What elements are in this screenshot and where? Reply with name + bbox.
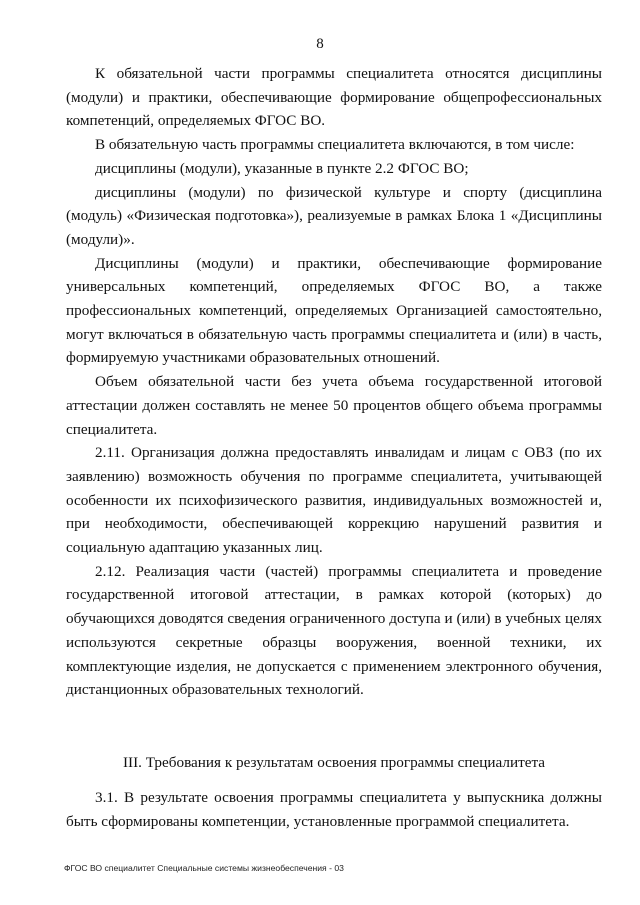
paragraph-mandatory-part: К обязательной части программы специалитета относятся дисциплины (модули) и практики, обеспечивающие формирование общепрофессиональных компетенций, определяемых ФГОС ВО. bbox=[66, 65, 602, 130]
paragraph-3-1: 3.1. В результате освоения программы специалитета у выпускника должны быть сформированы компетенции, установленные программой специалитета. bbox=[66, 789, 602, 830]
section-heading: III. Требования к результатам освоения программы специалитета bbox=[122, 754, 546, 771]
paragraph-universal-competencies: Дисциплины (модули) и практики, обеспечивающие формирование универсальных компетенций, определяемых ФГОС ВО, а также профессиональных компетенций, определяемых Организацией самостоятельно, могут включаться в обязательную часть программы специалитета и (или) в часть, формируемую участниками образовательных отношений. bbox=[66, 254, 602, 367]
document-body bbox=[66, 62, 602, 702]
page-footer: ФГОС ВО специалитет Специальные системы жизнеобеспечения - 03 bbox=[64, 863, 344, 873]
section-body bbox=[66, 786, 602, 833]
paragraph-physical-culture: дисциплины (модули) по физической культуре и спорту (дисциплина (модуль) «Физическая подготовка»), реализуемые в рамках Блока 1 «Дисциплины (модули)». bbox=[66, 183, 602, 248]
paragraph-2-11: 2.11. Организация должна предоставлять инвалидам и лицам с ОВЗ (по их заявлению) возможность обучения по программе специалитета, учитывающей особенности их психофизического развития, индивидуальных возможностей и, при необходимости, обеспечивающей коррекцию нарушений развития и социальную адаптацию указанных лиц. bbox=[66, 444, 602, 557]
page-number: 8 bbox=[316, 36, 324, 52]
paragraph-2-12: 2.12. Реализация части (частей) программы специалитета и проведение государственной итоговой аттестации, в рамках которой (которых) до обучающихся доводятся сведения ограниченного доступа и (или) в учебных целях используются секретные образцы вооружения, военной техники, их комплектующие изделия, не допускается с применением электронного обучения, дистанционных образовательных технологий. bbox=[66, 562, 602, 699]
paragraph-disciplines-2-2: дисциплины (модули), указанные в пункте 2.2 ФГОС ВО; bbox=[95, 159, 469, 177]
paragraph-volume: Объем обязательной части без учета объема государственной итоговой аттестации должен составлять не менее 50 процентов общего объема программы специалитета. bbox=[66, 373, 602, 438]
paragraph-includes: В обязательную часть программы специалитета включаются, в том числе: bbox=[95, 136, 575, 154]
